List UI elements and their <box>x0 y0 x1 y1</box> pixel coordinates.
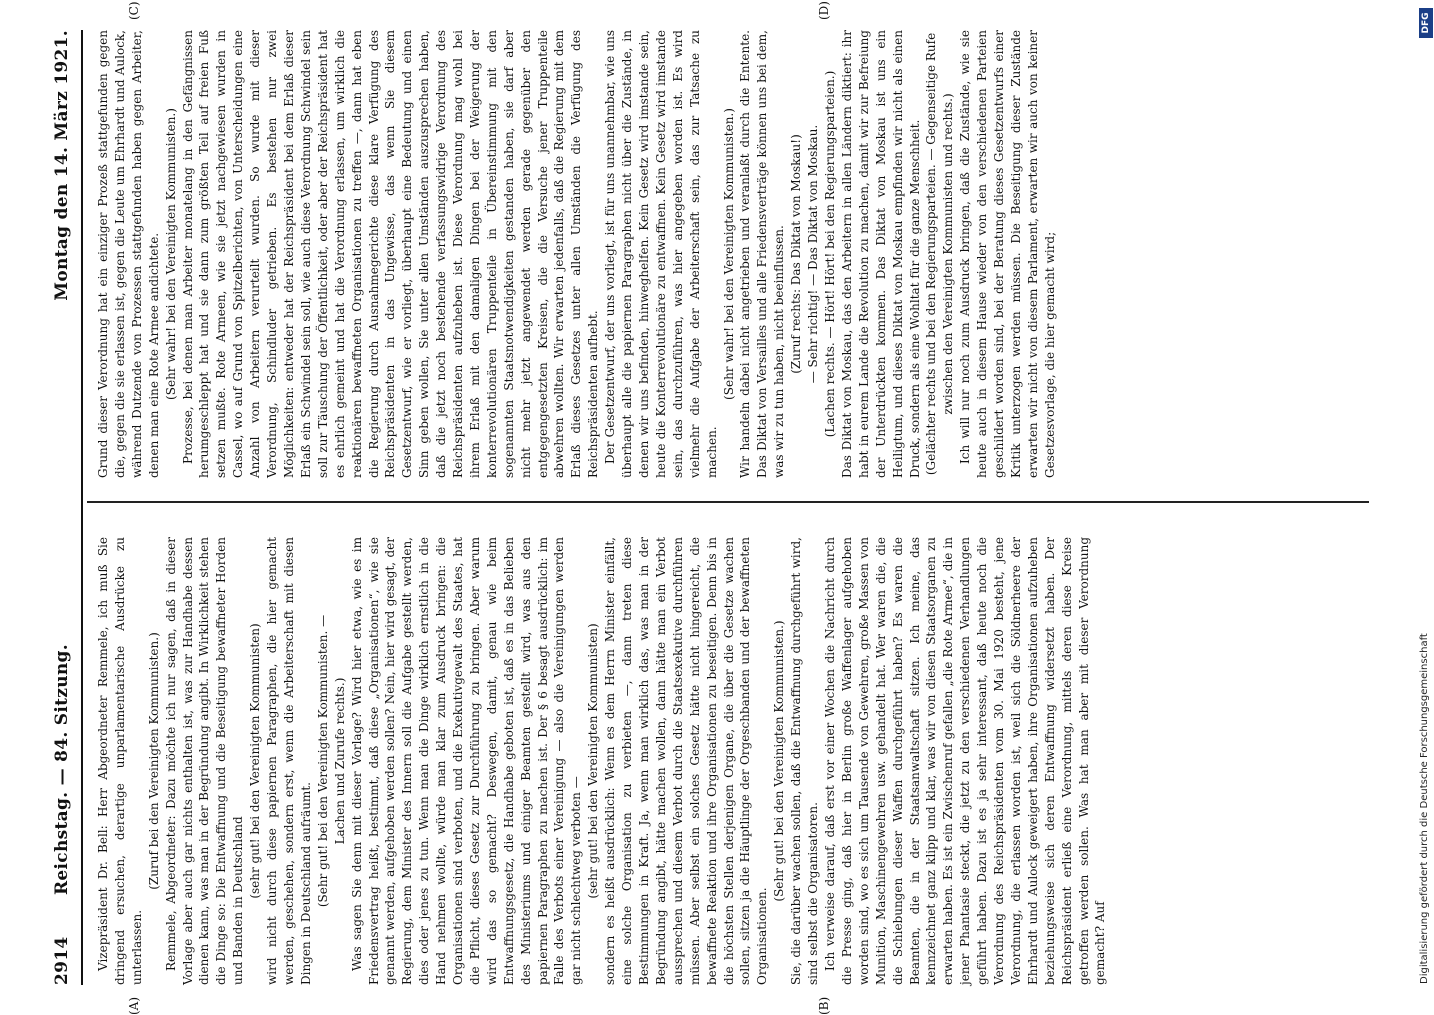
margin-marker-a: (A) <box>127 996 141 1015</box>
running-title: Reichstag. — 84. Sitzung. <box>52 644 72 895</box>
margin-marker-b: (B) <box>817 996 831 1015</box>
paragraph: (sehr gut! bei den Vereinigten Kommunisten) <box>586 623 601 899</box>
paragraph: sondern es heißt ausdrücklich: Wenn es dem Herrn Minister einfällt, eine solche Organisation zu verbieten —, dann treten diese Bestimmungen in Kraft. Ja, wenn man wirklich das, was man in der Begründung angibt, hätte machen wollen, dann hätte man ein Verbot aussprechen und diesem Verbot durch die Staatsexekutive durchführen müssen. Aber selbst ein solches Gesetz hätte nicht hingereicht, die bewaffnete Reaktion und ihre Organisationen zu beseitigen. Denn bis in die höchsten Stellen derjenigen Organe, die über die Gesetze wachen sollen, sitzen ja die Häuptlinge der Orgeschbanden und der bewaffneten Organisationen. <box>603 537 770 985</box>
paragraph: Der Gesetzentwurf, der uns vorliegt, ist für uns unannehmbar, wie uns überhaupt alle die papiernen Paragraphen nicht über die Zustände, in denen wir uns befinden, hinweghelfen. Kein Gesetz wird imstande sein, heute die Konterrevolutionäre zu entwaffnen. Kein Gesetz wird imstande sein, das durchzuführen, was hier angegeben worden ist. Es wird vielmehr die Aufgabe der Arbeiterschaft sein, das zur Tatsache zu machen. <box>603 30 719 478</box>
right-column <box>95 30 1059 478</box>
paragraph: (Sehr gut! bei den Vereinigten Kommunisten. — <box>315 614 330 908</box>
column-divider <box>87 502 1369 504</box>
paragraph: (Zuruf bei den Vereinigten Kommunisten.) <box>146 632 161 890</box>
rotated-page-content <box>47 1 1377 1015</box>
paragraph: Ich verweise darauf, daß erst vor einer Wochen die Nachricht durch die Presse ging, daß hier in Berlin große Waffenlager aufgehoben worden sind, wo es sich um Tausende von Gewehren, große Massen von Munition, Maschinengewehren usw. gehandelt hat. Wer waren die, die die Schiebungen dieser Waffen durchgeführt haben? Es waren die Beamten, die in der Staatsanwaltschaft sitzen. Ich meine, das kennzeichnet ganz klipp und klar, was wir von diesen Staatsorganen zu erwarten haben. Es ist ein Zwischenruf gefallen „die Rote Armee“, die in jener Phantasie steckt, die jetzt zu den verschiedenen Verhandlungen geführt haben. Dazu ist es ja sehr interessant, daß heute noch die Verordnung des Reichspräsidenten vom 30. Mai 1920 besteht, jene Verordnung, die erlassen worden ist, weil sich die Söldnerheere der Ehrhardt und Aulock geweigert haben, ihre Organisationen aufzuheben beziehungsweise sich deren Entwaffnung widersetzt haben. Der Reichspräsident erließ eine Verordnung, mittels deren diese Kreise getroffen werden sollen. Was hat man aber mit dieser Verordnung gemacht? Auf <box>822 537 1108 985</box>
paragraph: (sehr gut! bei den Vereinigten Kommunisten) <box>248 623 263 899</box>
margin-marker-d: (D) <box>817 1 831 20</box>
paragraph: Das Diktat von Moskau, das den Arbeitern in allen Ländern diktiert: ihr habt in eurem Lande die Revolution zu machen, damit wir zur Befreiung der Unterdrückten kommen. Das Diktat von Moskau ist uns ein Heiligtum, und dieses Diktat von Moskau empfinden wir nicht als einen Druck, sondern als eine Wohltat für die ganze Menschheit. <box>839 30 922 478</box>
paragraph: (Sehr wahr! bei den Vereinigten Kommunisten.) <box>163 108 178 400</box>
paragraph: Wir handeln dabei nicht angetrieben und veranlaßt durch die Entente. Das Diktat von Versailles und alle Friedensverträge können uns bei dem, was wir zu tun haben, nicht beeinflussen. <box>738 30 787 478</box>
digitization-credit <box>1419 12 1431 984</box>
page-number: 2914 <box>52 936 72 985</box>
paragraph: Lachen und Zurufe rechts.) <box>332 677 347 845</box>
session-date: Montag den 14. März 1921. <box>52 30 72 301</box>
paragraph: Grund dieser Verordnung hat ein einziger Prozeß stattgefunden gegen die, gegen die sie erlassen ist, gegen die Leute um Ehrhardt und Aulock, während Dutzende von Prozessen stattgefunden haben gegen Arbeiter, denen man eine Rote Armee andichtete. <box>96 30 161 478</box>
digitization-credit-text: Digitalisierung gefördert durch die Deutsche Forschungsgemeinschaft <box>1419 633 1430 984</box>
header-rule <box>81 30 83 985</box>
paragraph: (Gelächter rechts und bei den Regierungsparteien. — Gegenseitige Rufe zwischen den Vereinigten Kommunisten und rechts.) <box>924 32 956 476</box>
paragraph: Remmele, Abgeordneter: Dazu möchte ich nur sagen, daß in dieser Vorlage aber auch gar nichts enthalten ist, was zur Handhabe dessen dienen kann, was man in der Begründung angibt. In Wirklichkeit stehen die Dinge so: Die Entwaffnung und die Beseitigung bewaffneter Horden und Banden in Deutschland <box>163 537 246 985</box>
paragraph: Prozesse, bei denen man Arbeiter monatelang in den Gefängnissen herumgeschleppt hat und sie dann zum größten Teil auf freien Fuß setzen mußte. Rote Armeen, wie sie jetzt nachgewiesen wurden in Cassel, wo auf Grund von Spitzelberichten, von Unterscheidungen eine Anzahl von Arbeitern verurteilt wurden. So wurde mit dieser Verordnung, Schindluder getrieben. Es bestehen nur zwei Möglichkeiten: entweder hat der Reichspräsident bei dem Erlaß dieser Erlaß ein Schwindel sein soll, wie auch diese Verordnung Schwindel sein soll zur Täuschung der Öffentlichkeit, oder aber der Reichspräsident hat es ehrlich gemeint und hat die Verordnung erlassen, um wirklich die reaktionären bewaffneten Organisationen zu treffen —, dann hat eben die Regierung durch Ausnahmegerichte diese klare Verfügung des Reichspräsidenten in das Ungewisse, das wenn Sie diesem Gesetzentwurf, wie er vorliegt, überhaupt eine Bedeutung und einen Sinn geben wollen, Sie unter allen Umständen auszusprechen haben, daß die jetzt noch bestehende verfassungswidrige Verordnung des Reichspräsidenten aufzuheben ist. Diese Verordnung mag wohl bei ihrem Erlaß mit den damaligen Dingen bei der Weigerung der konterrevolutionären Truppenteile in Übereinstimmung mit den sogenannten Staatsnotwendigkeiten gestanden haben, sie darf aber nicht mehr jetzt angewendet werden gerade gegenüber den entgegengesetzten Kreisen, die die Versuche jener Truppenteile abwehren wollten. Wir erwarten jedenfalls, daß die Regierung mit dem Erlaß dieses Gesetzes unter allen Umständen die Verfügung des Reichspräsidenten aufhebt. <box>180 30 601 478</box>
page-header <box>47 30 81 985</box>
left-column <box>95 537 1109 985</box>
margin-marker-c: (C) <box>127 1 141 20</box>
paragraph: Vizepräsident Dr. Bell: Herr Abgeordneter Remmele, ich muß Sie dringend ersuchen, derartige unparlamentarische Ausdrücke zu unterlassen. <box>96 537 144 985</box>
paragraph: — Sehr richtig! — Das Diktat von Moskau. <box>806 124 821 384</box>
paragraph: Ich will nur noch zum Ausdruck bringen, daß die Zustände, wie sie heute auch in diesem Hause wieder von den verschiedenen Parteien geschildert worden sind, bei der Beratung dieses Gesetzentwurfs einer Kritik unterzogen werden müssen. Die Beseitigung dieser Zustände erwarten wir nicht von diesem Parlament, erwarten wir auch von keiner Gesetzesvorlage, die hier gemacht wird; <box>958 30 1057 478</box>
paragraph: (Zuruf rechts: Das Diktat von Moskau!) <box>789 134 804 374</box>
paragraph: Was sagen Sie denn mit dieser Vorlage? Wird hier etwa, wie es im Friedensvertrag heißt, bestimmt, daß diese „Organisationen“, wie sie genannt werden, aufgehoben werden sollen? Nein, hier wird gesagt, der Regierung, dem Minister des Innern soll die Aufgabe gestellt werden, dies oder jenes zu tun. Wenn man die Dinge wirklich ernstlich in die Hand nehmen wollte, würde man klar zum Ausdruck bringen: die Organisationen sind verboten, und die Exekutivgewalt des Staates, hat die Pflicht, dieses Gesetz zur Durchführung zu bringen. Aber warum wird das so gemacht? Deswegen, damit, genau wie beim Entwaffnungsgesetz, die Handhabe geboten ist, daß es in das Belieben des Ministeriums und einiger Beamten gestellt wird, was aus den papiernen Paragraphen zu machen ist. Der § 6 besagt ausdrücklich: im Falle des Verbots einer Vereinigung — also die Vereinigungen werden gar nicht schlechtweg verboten — <box>349 537 584 985</box>
paragraph: (Sehr wahr! bei den Vereinigten Kommunisten.) <box>721 108 736 400</box>
paragraph: (Sehr gut! bei den Vereinigten Kommunisten.) <box>772 620 787 902</box>
paragraph: Sie, die darüber wachen sollen, daß die Entwaffnung durchgeführt wird, sind selbst die Organisatoren. <box>789 537 821 985</box>
dfg-logo-text: DFG <box>1421 12 1431 34</box>
paragraph: (Lachen rechts. — Hört! Hört! bei den Regierungsparteien.) <box>822 70 837 438</box>
paragraph: wird nicht durch diese papiernen Paragraphen, die hier gemacht werden, geschehen, sondern erst, wenn die Arbeiterschaft mit diesen Dingen in Deutschland aufräumt. <box>265 537 313 985</box>
